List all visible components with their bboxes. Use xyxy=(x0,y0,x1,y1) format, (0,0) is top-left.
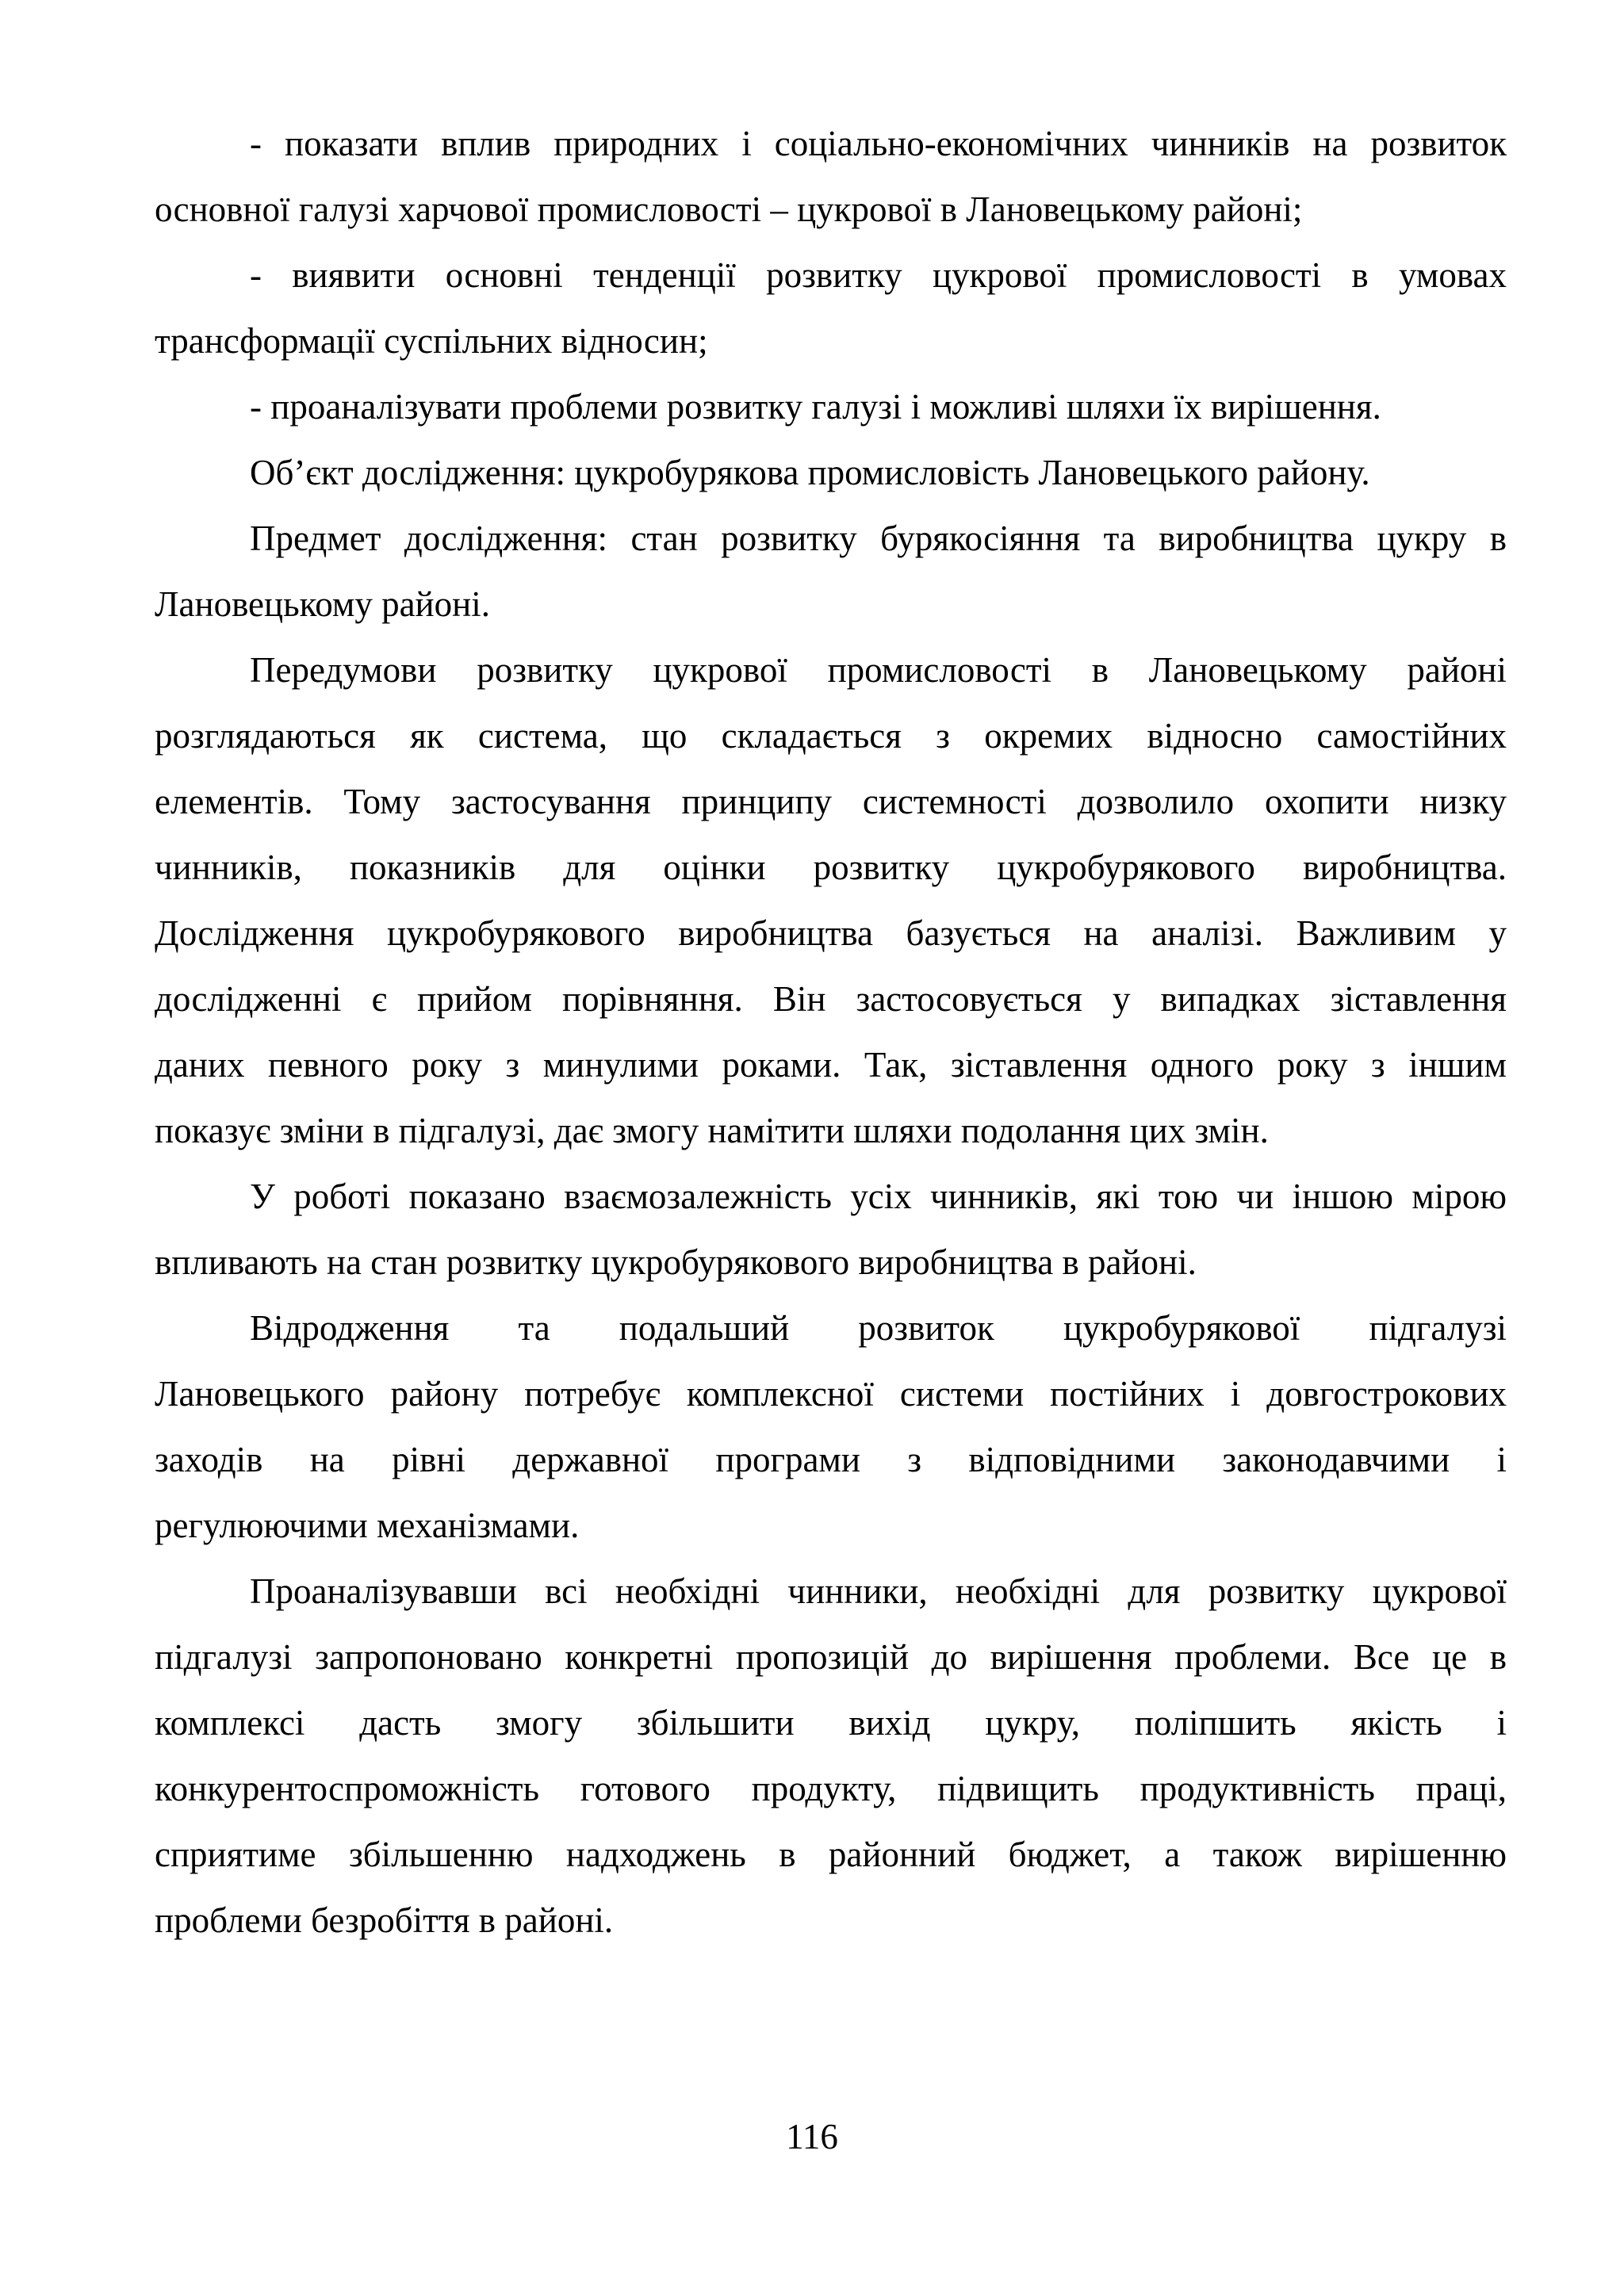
text-line: елементів. Тому застосування принципу системності дозволило охопити низку xyxy=(155,782,1507,821)
page-number: 116 xyxy=(786,2117,838,2156)
text-line: Об’єкт дослідження: цукробурякова промисловість Лановецького району. xyxy=(250,453,1370,492)
paragraph xyxy=(155,243,1507,374)
text-line: трансформації суспільних відносин; xyxy=(155,321,708,361)
text-line: Лановецькому районі. xyxy=(155,584,490,624)
text-line: Дослідження цукробурякового виробництва базується на аналізі. Важливим у xyxy=(155,913,1507,953)
paragraph xyxy=(155,1295,1507,1559)
text-line: проблеми безробіття в районі. xyxy=(155,1900,614,1940)
text-line: регулюючими механізмами. xyxy=(155,1506,580,1545)
text-line: основної галузі харчової промисловості – цукрової в Лановецькому районі; xyxy=(155,189,1303,229)
text-line: - показати вплив природних і соціально-економічних чинників на розвиток xyxy=(250,124,1507,163)
text-line: сприятиме збільшенню надходжень в районний бюджет, а також вирішенню xyxy=(155,1835,1507,1874)
paragraph xyxy=(155,440,1507,506)
paragraph xyxy=(155,374,1507,440)
text-line: - проаналізувати проблеми розвитку галузі і можливі шляхи їх вирішення. xyxy=(250,387,1381,427)
text-line: даних певного року з минулими роками. Так, зіставлення одного року з іншим xyxy=(155,1045,1507,1085)
text-line: Передумови розвитку цукрової промисловості в Лановецькому районі xyxy=(250,650,1507,690)
text-line: У роботі показано взаємозалежність усіх чинників, які тою чи іншою мірою xyxy=(250,1177,1507,1216)
text-line: чинників, показників для оцінки розвитку цукробурякового виробництва. xyxy=(155,848,1507,887)
text-line: - виявити основні тенденції розвитку цукрової промисловості в умовах xyxy=(250,255,1507,295)
text-line: показує зміни в підгалузі, дає змогу намітити шляхи подолання цих змін. xyxy=(155,1111,1269,1150)
text-line: розглядаються як система, що складається з окремих відносно самостійних xyxy=(155,716,1507,756)
paragraph xyxy=(155,1164,1507,1295)
text-line: Предмет дослідження: стан розвитку бурякосіяння та виробництва цукру в xyxy=(250,519,1507,558)
paragraph xyxy=(155,506,1507,637)
paragraph xyxy=(155,1559,1507,1954)
text-line: конкурентоспроможність готового продукту, підвищить продуктивність праці, xyxy=(155,1769,1507,1808)
text-line: підгалузі запропоновано конкретні пропозицій до вирішення проблеми. Все це в xyxy=(155,1637,1507,1677)
text-line: Лановецького району потребує комплексної системи постійних і довгострокових xyxy=(155,1374,1507,1414)
paragraph xyxy=(155,637,1507,1164)
text-line: заходів на рівні державної програми з відповідними законодавчими і xyxy=(155,1440,1507,1479)
text-line: Проаналізувавши всі необхідні чинники, необхідні для розвитку цукрової xyxy=(250,1571,1507,1611)
document-body xyxy=(155,111,1507,1954)
text-line: Відродження та подальший розвиток цукробурякової підгалузі xyxy=(250,1308,1507,1348)
paragraph xyxy=(155,111,1507,243)
text-line: дослідженні є прийом порівняння. Він застосовується у випадках зіставлення xyxy=(155,979,1507,1019)
text-line: комплексі дасть змогу збільшити вихід цукру, поліпшить якість і xyxy=(155,1703,1507,1743)
text-line: впливають на стан розвитку цукробурякового виробництва в районі. xyxy=(155,1242,1197,1282)
